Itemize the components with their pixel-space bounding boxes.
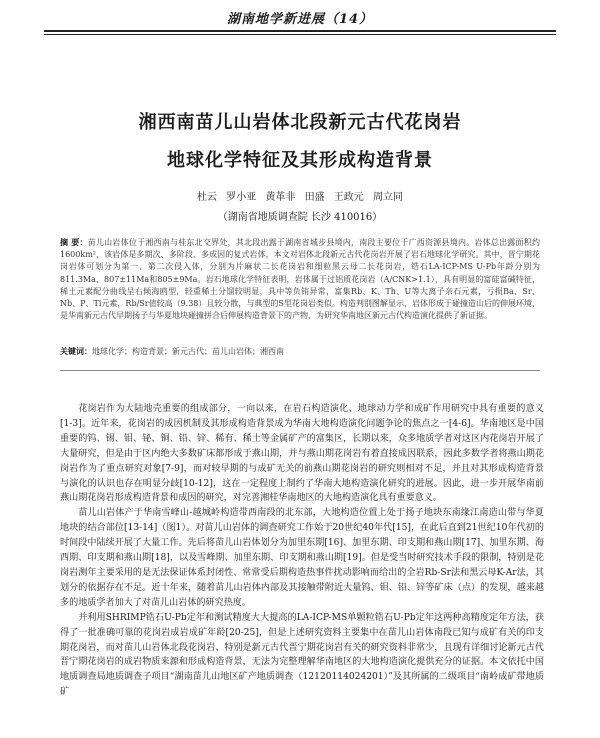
paper-title-line-1: 湘西南苗儿山岩体北段新元古代花岗岩 — [138, 112, 462, 133]
body-paragraph: 花岗岩作为大陆地壳重要的组成部分，一向以来，在岩石构造演化、地球动力学和成矿作用研究中具有重要的意义[1-3]。近年来，花岗岩的成因机制及其形成构造背景成为华南大地构造演化问题争论的焦点之一[4-6]。华南地区是中国重要的钨、锡、钼、铋、铜、铅、锌、稀有、稀土等金属矿产的富集区，长期以来，众多地质学者对这区内花岗岩开展了大量研究，但是由于区内绝大多数矿床都形成于燕山期，并与燕山期花岗岩有着直接成因联系，因此多数学者将燕山期花岗岩作为了重点研究对象[7-9]，而对较早期的与成矿无关的前燕山期花岗岩的研究则相对不足，并且对其形成构造背景与演化的认识也存在明显分歧[10-12]，这在一定程度上制约了华南大地构造演化研究的进展。因此，进一步开展华南前燕山期花岗岩形成构造背景和成因的研究，对完善湘桂华南地区的大地构造演化具有重要意义。 — [60, 404, 544, 504]
affiliation: （湖南省地质调查院 长沙 410016） — [217, 212, 383, 223]
keywords — [60, 345, 540, 358]
header-rule — [44, 30, 556, 35]
abstract — [60, 236, 540, 322]
body-paragraph: 苗儿山岩体产于华南雪峰山-越城岭构造带西南段的北东部，大地构造位置上处于扬子地块东南缘江南造山带与华夏地块的结合部位[13-14]（图1）。对苗儿山岩体的调查研究工作始于20世纪40年代[15]，在此后直到21世纪10年代初的时间段中陆续开展了大量工作。先后将苗儿山岩体划分为加里东期[16]、加里东期、印支期和燕山期[17]、加里东期、海西期、印支期和燕山期[18]，以及雪峰期、加里东期、印支期和燕山期[19]。但是受当时研究技术手段的限制，特别是花岗岩测年主要采用的是无法保证体系封闭性、常常受后期构造热事件扰动影响而给出的全岩Rb-Sr法和黑云母K-Ar法，其划分的依据存在不足。近十年来，随着苗儿山岩体内部及其接触带附近大量钨、钼、铅、锌等矿床（点）的发现，越来越多的地质学者加大了对苗儿山岩体的研究热度。 — [60, 508, 544, 608]
body-text — [60, 402, 544, 700]
section-divider — [60, 370, 540, 371]
paper-title-line-2: 地球化学特征及其形成构造背景 — [167, 150, 433, 171]
abstract-text: 苗儿山岩体位于湘西南与桂东北交界处，其北段出露于湖南省城步县境内，南段主要位于广西资源县境内。岩体总出露面积约1600km²，该岩体是多期次、多阶段、多成因的复式岩体，本文对岩体北段新元古代花岗岩开展了岩石地球化学研究。其中，晋宁期花岗岩体可划分为第一、第二次侵入体，分别为片麻状二长花岗岩和细粒黑云母二长花岗岩，锆石LA-ICP-MS U-Pb年龄分别为811.3Ma、807±11Ma和805±9Ma。岩石地球化学特征表明，岩体属于过铝质花岗岩（A/CNK>1.1），具有明显的富硅富碱特征，稀土元素配分曲线呈右倾海鸥型，轻重稀土分馏较明显，具中等负铕异常，富集Rb、K、Th、U等大离子亲石元素，亏损Ba、Sr、Nb、P、Ti元素，Rb/Sr值较高（9.38）且较分散，与典型的S型花岗岩类似。构造判别图解显示，岩体形成于碰撞造山后的伸展环境，是华南新元古代早期扬子与华夏地块碰撞拼合后伸展构造背景下的产物，为研究华南地区新元古代构造演化提供了新证据。 — [60, 238, 540, 321]
running-header: 湖南地学新进展（14） — [226, 12, 374, 27]
keywords-text: 地球化学；构造背景；新元古代；苗儿山岩体；湘西南 — [92, 347, 284, 356]
author-list: 杜云 罗小亚 黄革非 田盛 王政元 周立同 — [197, 192, 403, 203]
body-paragraph: 并利用SHRIMP锆石U-Pb定年和测试精度大大提高的LA-ICP-MS单颗粒锆石U-Pb定年这两种高精度定年方法，获得了一批准确可靠的花岗岩成岩成矿年龄[20-25]，但是上述研究资料主要集中在苗儿山岩体南段已知与成矿有关的印支期花岗岩，而对苗儿山岩体北段花岗岩、特别是新元古代晋宁期花岗岩有关的研究资料非常少，且现有详细讨论新元古代晋宁期花岗岩的成岩物质来源和形成构造背景，无法为完整理解华南地区的大地构造演化提供充分的证据。本文依托中国地质调查局地质调查子项目“湖南苗儿山地区矿产地质调查（12120114024201）”及其所属的二级项目“南岭成矿带地质矿 — [60, 612, 544, 698]
keywords-label: 关键词： — [60, 346, 92, 356]
abstract-label: 摘 要： — [60, 237, 88, 247]
